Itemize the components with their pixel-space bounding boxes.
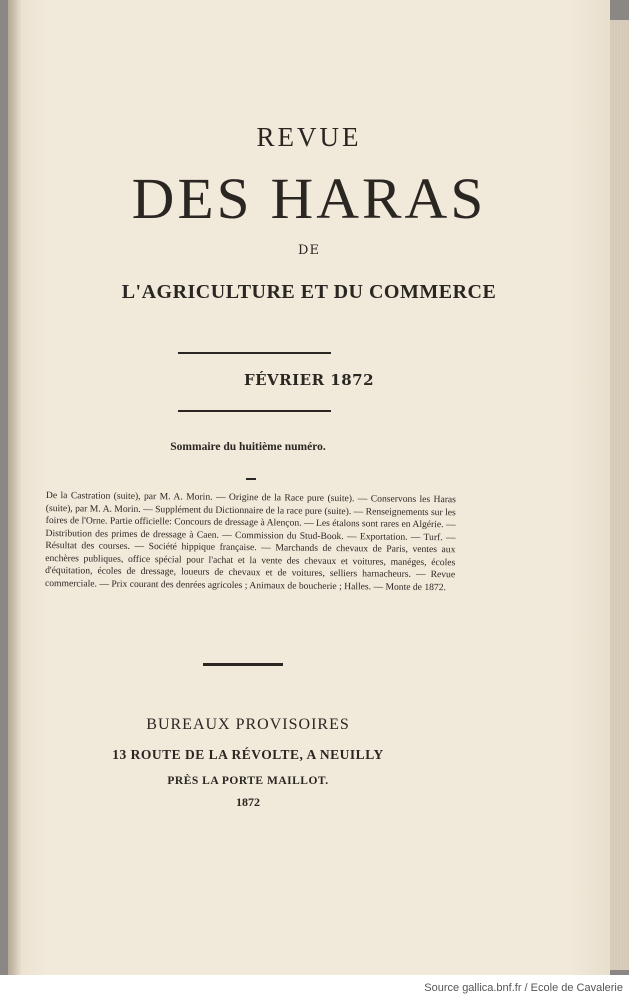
rule-separator (203, 663, 283, 666)
title-revue: REVUE (256, 122, 362, 152)
contents-dash (246, 478, 256, 480)
title-des-haras: DES HARAS (131, 166, 487, 231)
source-credit: Source gallica.bnf.fr / Ecole de Cavalerie (424, 982, 623, 994)
contents-text: De la Castration (suite), par M. A. Morin. — Origine de la Race pure (suite). — Conservons les Haras (suite), par M. A. Morin. — Supplément du Dictionnaire de la race pure (suite). — Renseignements sur les foires de l'Orne. Partie officielle: Concours de dressage à Alençon. — Les étalons sont rares en Algérie. — Distribution des primes de dressage à Caen. — Commission du Stud-Book. — Exportation. — Turf. — Résultat des courses. — Société hippique française. — Marchands de chevaux de Paris, ventes aux enchères publiques, office spécial pour l'achat et la vente des chevaux et voitures, manéges, écoles d'équitation, écoles de dressage, loueurs de chevaux et de voitures, selliers harnacheurs. — Revue commerciale. — Prix courant des denrées agricoles ; Animaux de boucherie ; Halles. — Monte de 1872. (44, 490, 456, 593)
office-year: 1872 (236, 795, 260, 809)
contents-heading: Sommaire du huitième numéro. (170, 441, 326, 453)
rule-top (178, 352, 331, 354)
title-agriculture-commerce: L'AGRICULTURE ET DU COMMERCE (121, 281, 497, 303)
title-page (8, 0, 610, 975)
office-address: 13 ROUTE DE LA RÉVOLTE, A NEUILLY (112, 747, 384, 762)
title-de: DE (298, 243, 320, 258)
office-location: PRÈS LA PORTE MAILLOT. (167, 775, 329, 787)
office-heading: BUREAUX PROVISOIRES (146, 716, 350, 733)
issue-date: FÉVRIER 1872 (243, 371, 375, 389)
rule-bottom (178, 410, 331, 412)
